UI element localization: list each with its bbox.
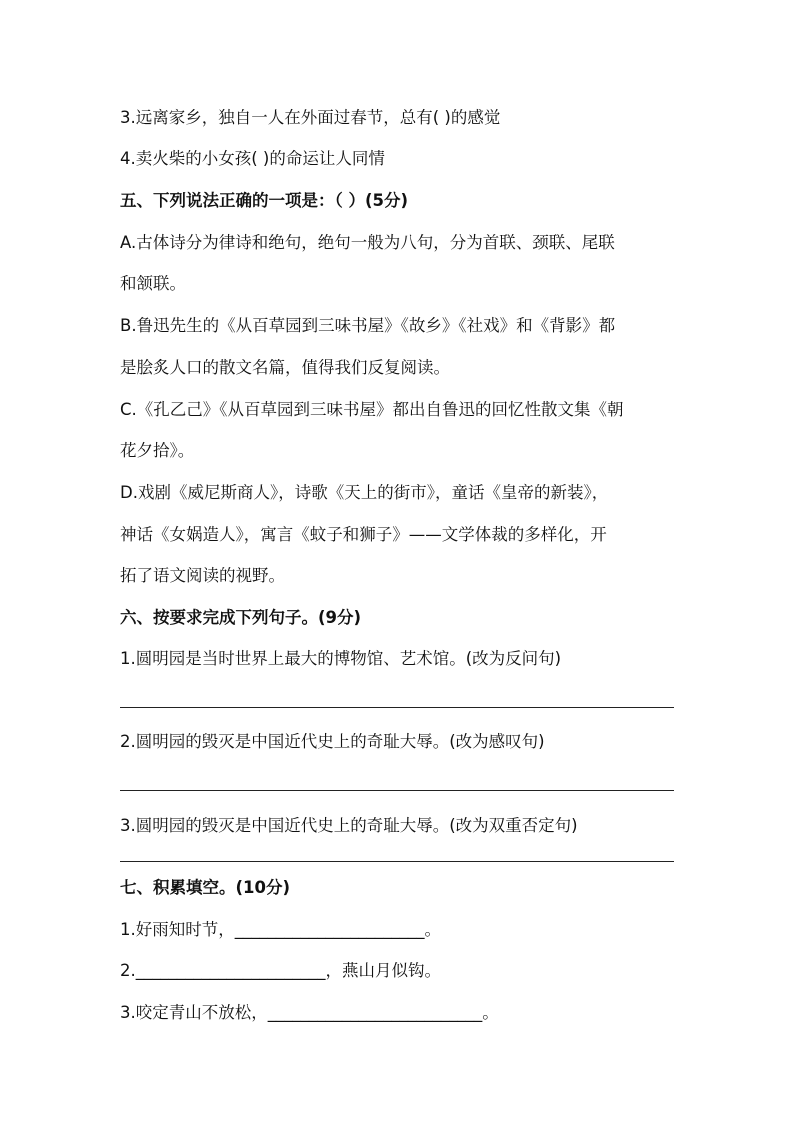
question-4-4: 4.卖火柴的小女孩( )的命运让人同情	[120, 149, 385, 168]
section-6-heading: 六、按要求完成下列句子。(9分)	[120, 608, 362, 627]
question-6-1: 1.圆明园是当时世界上最大的博物馆、艺术馆。(改为反问句)	[120, 649, 562, 668]
option-b-line-1: B.鲁迅先生的《从百草园到三味书屋》《故乡》《社戏》和《背影》都	[120, 316, 616, 335]
question-7-1: 1.好雨知时节，_______________________。	[120, 920, 441, 939]
option-d-line-2: 神话《女娲造人》，寓言《蚊子和狮子》——文学体裁的多样化，开	[120, 525, 607, 544]
option-d-line-3: 拓了语文阅读的视野。	[120, 566, 285, 585]
answer-line-6-3[interactable]	[120, 861, 674, 862]
section-7-heading: 七、积累填空。(10分)	[120, 878, 291, 897]
answer-line-6-1[interactable]	[120, 707, 674, 708]
question-7-3: 3.咬定青山不放松，__________________________。	[120, 1003, 499, 1022]
option-b-line-2: 是脍炙人口的散文名篇，值得我们反复阅读。	[120, 358, 450, 377]
question-4-3: 3.远离家乡，独自一人在外面过春节，总有( )的感觉	[120, 108, 501, 127]
option-c-line-1: C.《孔乙己》《从百草园到三味书屋》都出自鲁迅的回忆性散文集《朝	[120, 400, 624, 419]
section-5-heading: 五、下列说法正确的一项是：（ ）(5分)	[120, 191, 409, 210]
option-a-line-2: 和颔联。	[120, 274, 186, 293]
option-a-line-1: A.古体诗分为律诗和绝句，绝句一般为八句，分为首联、颈联、尾联	[120, 233, 615, 252]
question-7-2: 2._______________________，燕山月似钩。	[120, 961, 441, 980]
option-d-line-1: D.戏剧《威尼斯商人》，诗歌《天上的街市》，童话《皇帝的新装》，	[120, 483, 609, 502]
option-c-line-2: 花夕拾》。	[120, 441, 195, 460]
question-6-3: 3.圆明园的毁灭是中国近代史上的奇耻大辱。(改为双重否定句)	[120, 816, 578, 835]
answer-line-6-2[interactable]	[120, 790, 674, 791]
question-6-2: 2.圆明园的毁灭是中国近代史上的奇耻大辱。(改为感叹句)	[120, 732, 545, 751]
